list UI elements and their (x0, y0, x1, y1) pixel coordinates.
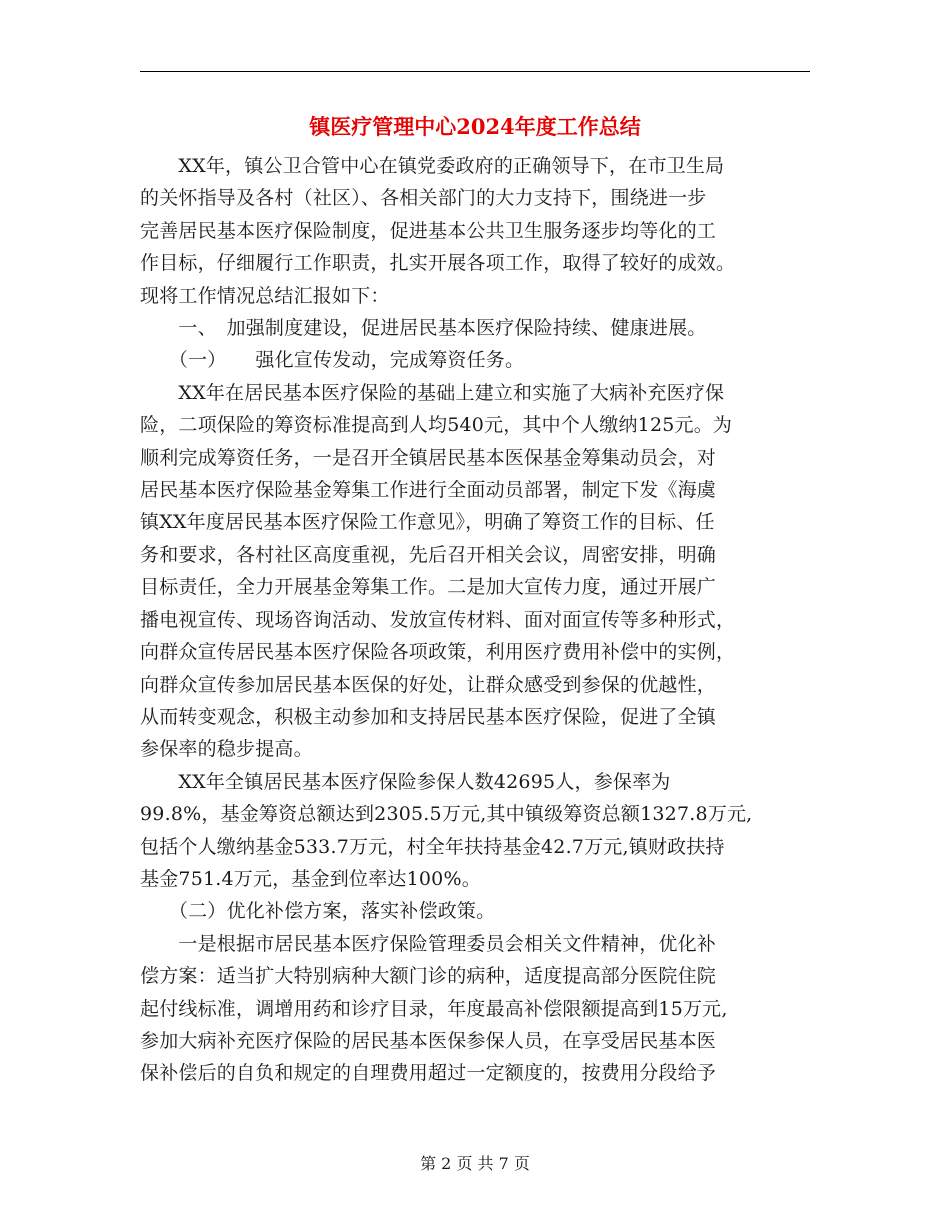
page-number: 第 2 页 共 7 页 (420, 1154, 530, 1173)
header-rule (140, 71, 810, 72)
paragraph-intro: XX年，镇公卫合管中心在镇党委政府的正确领导下，在市卫生局 的关怀指导及各村（社区）、各相关部门的大力支持下，围绕进一步 完善居民基本医疗保险制度，促进基本公共卫生服务逐步均等化的工 作目标，仔细履行工作职责，扎实开展各项工作，取得了较好的成效。 现将工作情况总结汇报如下： (140, 155, 736, 307)
heading-section-1: 一、 加强制度建设，促进居民基本医疗保险持续、健康进展。 (140, 317, 707, 340)
paragraph-fundraising: XX年在居民基本医疗保险的基础上建立和实施了大病补充医疗保 险，二项保险的筹资标准提高到人均540元，其中个人缴纳125元。为 顺利完成筹资任务，一是召开全镇居民基本医保基金筹集动员会，对 居民基本医疗保险基金筹集工作进行全面动员部署，制定下发《海虞 镇XX年度居民基本医疗保险工作意见》，明确了筹资工作的目标、任 务和要求，各村社区高度重视，先后召开相关会议，周密安排，明确 目标责任，全力开展基金筹集工作。二是加大宣传力度，通过开展广 播电视宣传、现场咨询活动、发放宣传材料、面对面宣传等多种形式， 向群众宣传居民基本医疗保险各项政策，利用医疗费用补偿中的实例， 向群众宣传参加居民基本医保的好处，让群众感受到参保的优越性， 从而转变观念，积极主动参加和支持居民基本医疗保险，促进了全镇 参保率的稳步提高。 (140, 381, 736, 761)
heading-subsection-1: （一） 强化宣传发动，完成筹资任务。 (140, 349, 525, 372)
document-body (140, 150, 816, 1090)
paragraph-compensation: 一是根据市居民基本医疗保险管理委员会相关文件精神，优化补 偿方案：适当扩大特别病种大额门诊的病种，适度提高部分医院住院 起付线标准，调增用药和诊疗目录，年度最高补偿限额提高到15万元, 参加大病补充医疗保险的居民基本医保参保人员，在享受居民基本医 保补偿后的自负和规定的自理费用超过一定额度的，按费用分段给予 (140, 932, 728, 1085)
document-title: 镇医疗管理中心2024年度工作总结 (309, 114, 641, 139)
paragraph-statistics: XX年全镇居民基本医疗保险参保人数42695人，参保率为 99.8%，基金筹资总额达到2305.5万元,其中镇级筹资总额1327.8万元, 包括个人缴纳基金533.7万元，村全年扶持基金42.7万元,镇财政扶持 基金751.4万元，基金到位率达100%。 (140, 770, 753, 890)
heading-subsection-2: （二）优化补偿方案，落实补偿政策。 (140, 900, 496, 923)
